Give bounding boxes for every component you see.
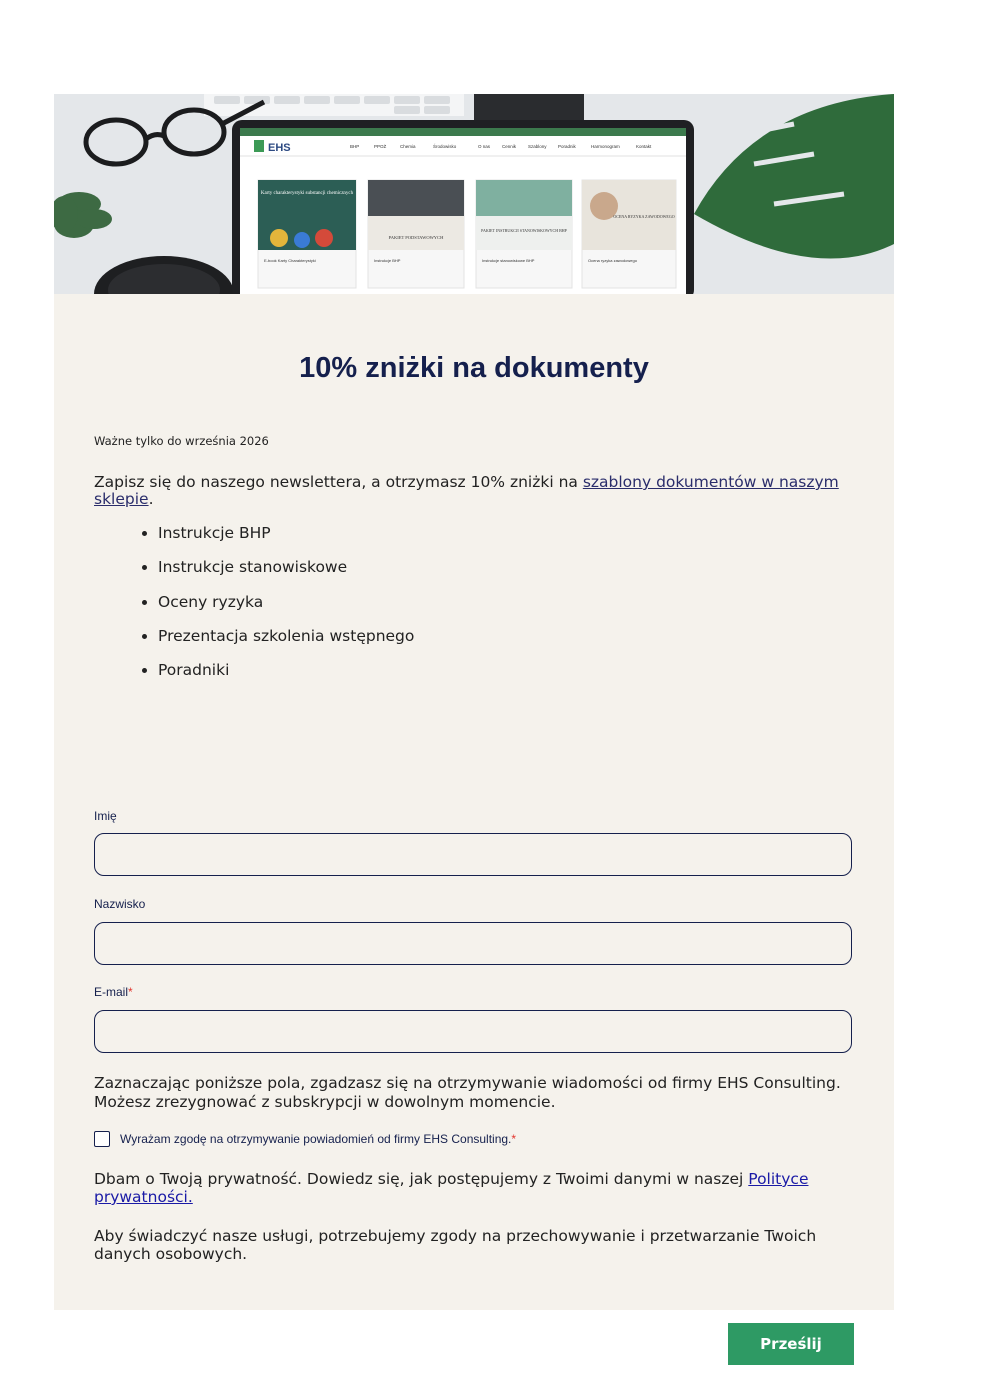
svg-text:Szablony: Szablony [528, 144, 547, 149]
shop-templates-link[interactable]: szablony dokumentów w naszym sklepie [94, 473, 839, 508]
list-item: • Instrukcje stanowiskowe [158, 558, 414, 592]
form-title: 10% zniżki na dokumenty [299, 352, 649, 384]
privacy-text: Dbam o Twoją prywatność. Dowiedz się, jak postępujemy z Twoimi danymi w naszej [94, 1170, 749, 1188]
consent-checkbox[interactable] [94, 1131, 110, 1147]
newsletter-form-card [54, 94, 894, 1353]
svg-text:O nas: O nas [478, 144, 491, 149]
svg-text:Środowisko: Środowisko [433, 144, 457, 149]
email-input[interactable] [95, 1011, 851, 1052]
svg-text:Cennik: Cennik [502, 144, 517, 149]
last-name-field-box [94, 922, 852, 965]
benefits-list [94, 524, 414, 695]
svg-text:Harmonogram: Harmonogram [591, 144, 620, 149]
list-item: • Instrukcje BHP [158, 524, 414, 558]
first-name-input[interactable] [95, 834, 851, 875]
data-storage-notice: Aby świadczyć nasze usługi, potrzebujemy zgody na przechowywanie i przetwarzanie Twoich danych osobowych. [94, 1227, 817, 1263]
first-name-label: Imię [94, 809, 117, 823]
svg-text:OCENA RYZYKA ZAWODOWEGO: OCENA RYZYKA ZAWODOWEGO [613, 214, 675, 219]
consent-description: Zaznaczając poniższe pola, zgadzasz się na otrzymywanie wiadomości od firmy EHS Consulting. Możesz zrezygnować z subskrypcji w dowolnym momencie. [94, 1074, 841, 1111]
last-name-input[interactable] [95, 923, 851, 964]
email-label-text: E-mail [94, 985, 129, 999]
svg-text:BHP: BHP [350, 144, 360, 149]
svg-text:Instrukcje stanowiskowe BHP: Instrukcje stanowiskowe BHP [482, 258, 535, 263]
consent-checkbox-label[interactable] [120, 1132, 516, 1146]
list-item: • Oceny ryzyka [158, 593, 414, 627]
consent-checkbox-text: Wyrażam zgodę na otrzymywanie powiadomień od firmy EHS Consulting. [120, 1132, 512, 1146]
list-item: • Poradniki [158, 661, 414, 695]
privacy-policy-link[interactable]: Polityce prywatności. [94, 1170, 809, 1206]
validity-note: Ważne tylko do września 2026 [94, 434, 269, 448]
last-name-label: Nazwisko [94, 897, 146, 911]
svg-text:Poradnik: Poradnik [558, 144, 576, 149]
privacy-paragraph [94, 1170, 854, 1206]
svg-text:PAKIET INSTRUKCJI STANOWISKOWY: PAKIET INSTRUKCJI STANOWISKOWYCH BHP [481, 228, 567, 233]
svg-text:Kontakt: Kontakt [636, 144, 652, 149]
intro-end: . [148, 490, 154, 508]
hero-image [54, 94, 894, 294]
email-label [94, 985, 133, 999]
email-field-box [94, 1010, 852, 1053]
svg-text:Chemia: Chemia [400, 144, 416, 149]
required-mark: * [511, 1132, 517, 1146]
intro-text: Zapisz się do naszego newslettera, a otrzymasz 10% zniżki na [94, 473, 583, 491]
intro-paragraph [94, 474, 854, 508]
list-item: • Prezentacja szkolenia wstępnego [158, 627, 414, 661]
laptop-logo-text: EHS [268, 142, 291, 154]
svg-text:PPOŻ: PPOŻ [374, 144, 387, 149]
svg-text:Instrukcje BHP: Instrukcje BHP [374, 258, 401, 263]
svg-text:Karty charakterystyki substanc: Karty charakterystyki substancji chemicznych [260, 191, 354, 196]
consent-checkbox-row [94, 1131, 516, 1147]
first-name-field-box [94, 833, 852, 876]
svg-text:Ocena ryzyka zawodowego: Ocena ryzyka zawodowego [588, 258, 637, 263]
required-mark: * [128, 985, 133, 999]
svg-text:PAKIET PODSTAWOWYCH: PAKIET PODSTAWOWYCH [388, 235, 444, 240]
hero-photo-svg [54, 94, 894, 294]
submit-button[interactable]: Prześlij [728, 1323, 854, 1365]
svg-text:E-book Karty Charakterystyki: E-book Karty Charakterystyki [264, 258, 316, 263]
